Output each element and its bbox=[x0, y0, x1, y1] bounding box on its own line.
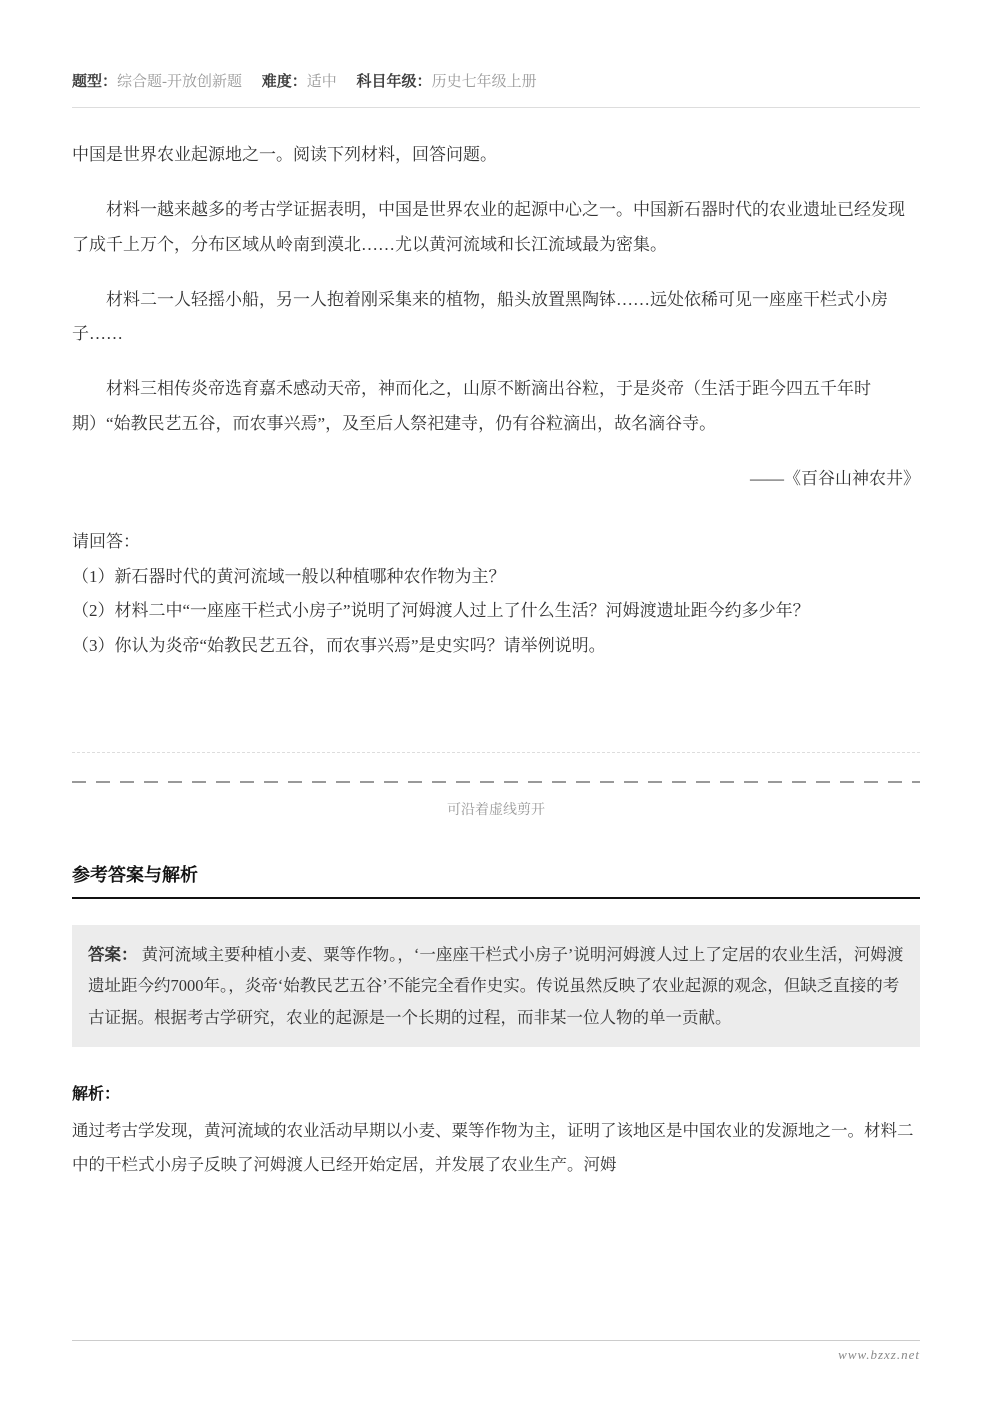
question-list bbox=[72, 525, 920, 664]
question-meta bbox=[72, 70, 920, 108]
question-item-2: （2）材料二中“一座座干栏式小房子”说明了河姆渡人过上了什么生活？河姆渡遗址距今约多少年？ bbox=[72, 601, 810, 621]
answer-label: 答案： bbox=[88, 945, 138, 965]
question-item-3: （3）你认为炎帝“始教民艺五谷，而农事兴焉”是史实吗？请举例说明。 bbox=[72, 636, 606, 656]
material-2: 材料二一人轻摇小船，另一人抱着刚采集来的植物，船头放置黑陶钵……远处依稀可见一座座干栏式小房子…… bbox=[72, 289, 888, 344]
analysis-text: 通过考古学发现，黄河流域的农业活动早期以小麦、粟等作物为主，证明了该地区是中国农业的发源地之一。材料二中的干栏式小房子反映了河姆渡人已经开始定居，并发展了农业生产。河姆 bbox=[72, 1121, 914, 1174]
question-prompt: 请回答： bbox=[72, 531, 140, 551]
answer-section bbox=[72, 861, 920, 1182]
answer-text: 黄河流域主要种植小麦、粟等作物。，‘一座座干栏式小房子’说明河姆渡人过上了定居的农业生活，河姆渡遗址距今约7000年。，炎帝‘始教民艺五谷’不能完全看作史实。传说虽然反映了农业起源的观念，但缺乏直接的考古证据。根据考古学研究，农业的起源是一个长期的过程，而非某一位人物的单一贡献。 bbox=[88, 945, 904, 1027]
cut-line-hint: 可沿着虚线剪开 bbox=[447, 803, 545, 819]
meta-subject bbox=[357, 74, 537, 90]
cut-dashed-line-light bbox=[72, 752, 920, 753]
page-footer bbox=[72, 1340, 920, 1363]
cut-dashed-line-dark bbox=[72, 781, 920, 783]
question-item-1: （1）新石器时代的黄河流域一般以种植哪种农作物为主？ bbox=[72, 566, 506, 586]
site-url: www.bzxz.net bbox=[838, 1347, 920, 1362]
question-intro: 中国是世界农业起源地之一。阅读下列材料，回答问题。 bbox=[72, 145, 497, 164]
meta-type-value: 综合题-开放创新题 bbox=[117, 74, 243, 90]
answer-box bbox=[72, 925, 920, 1047]
cut-line-section bbox=[72, 752, 920, 819]
meta-subject-label: 科目年级： bbox=[356, 74, 432, 90]
meta-subject-value: 历史七年级上册 bbox=[431, 74, 537, 90]
meta-difficulty-value: 适中 bbox=[306, 74, 337, 90]
meta-type-label: 题型： bbox=[72, 74, 118, 90]
analysis-label: 解析： bbox=[72, 1086, 121, 1104]
meta-difficulty-label: 难度： bbox=[261, 74, 307, 90]
material-source: ——《百谷山神农井》 bbox=[750, 468, 920, 488]
material-1: 材料一越来越多的考古学证据表明，中国是世界农业的起源中心之一。中国新石器时代的农业遗址已经发现了成千上万个，分布区域从岭南到漠北……尤以黄河流域和长江流域最为密集。 bbox=[72, 199, 905, 254]
material-3: 材料三相传炎帝选育嘉禾感动天帝，神而化之，山原不断滴出谷粒，于是炎帝（生活于距今四五千年时期）“始教民艺五谷，而农事兴焉”，及至后人祭祀建寺，仍有谷粒滴出，故名滴谷寺。 bbox=[72, 379, 871, 434]
question-body bbox=[72, 138, 920, 664]
answer-section-heading: 参考答案与解析 bbox=[72, 861, 920, 899]
meta-type bbox=[72, 74, 246, 90]
meta-difficulty bbox=[262, 74, 341, 90]
